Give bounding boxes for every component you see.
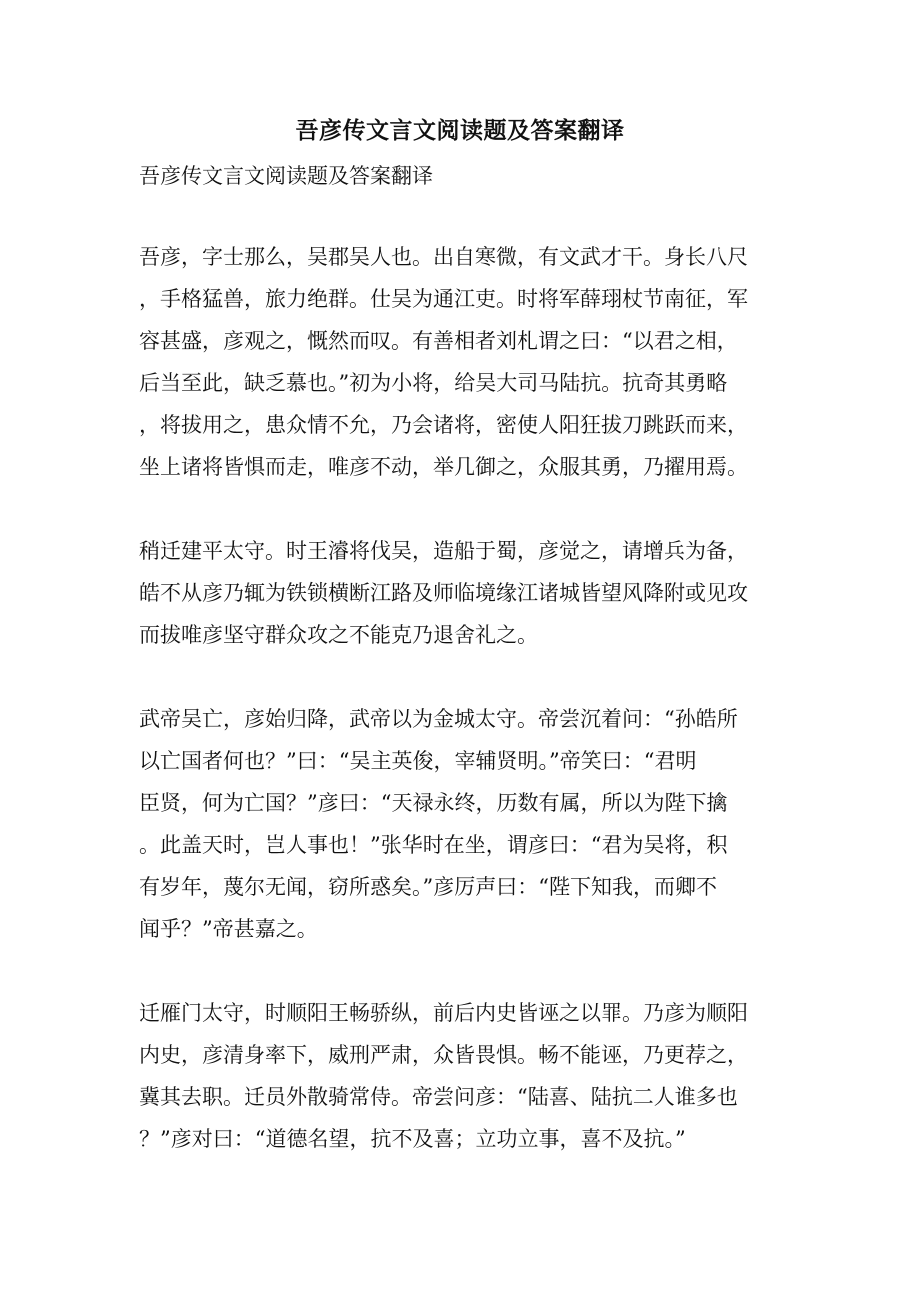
paragraph-line: 后当至此，缺乏慕也。”初为小将，给吴大司马陆抗。抗奇其勇略 [139,371,728,395]
paragraph-line: 皓不从彦乃辄为铁锁横断江路及师临境缘江诸城皆望风降附或见攻 [139,581,748,605]
document-title: 吾彦传文言文阅读题及答案翻译 [295,117,625,144]
paragraph-4 [139,992,779,1160]
paragraph-line: 而拔唯彦坚守群众攻之不能克乃退舍礼之。 [139,623,538,647]
paragraph-line: 坐上诸将皆惧而走，唯彦不动，举几御之，众服其勇，乃擢用焉。 [139,455,748,479]
paragraph-line: ，将拔用之，患众情不允，乃会诸将，密使人阳狂拔刀跳跃而来， [139,413,748,437]
paragraph-line: 臣贤，何为亡国？”彦曰：“天禄永终，历数有属，所以为陛下擒 [139,791,728,815]
paragraph-line: 容甚盛，彦观之，慨然而叹。有善相者刘札谓之曰：“以君之相， [139,329,738,353]
document-subtitle: 吾彦传文言文阅读题及答案翻译 [139,164,433,188]
paragraph-line: 稍迁建平太守。时王濬将伐吴，造船于蜀，彦觉之，请增兵为备， [139,539,748,563]
paragraph-line: 以亡国者何也？”曰：“吴主英俊，宰辅贤明。”帝笑曰：“君明 [139,749,697,773]
paragraph-line: 。此盖天时，岂人事也！”张华时在坐，谓彦曰：“君为吴将，积 [139,833,728,857]
paragraph-line: 吾彦，字士那么，吴郡吴人也。出自寒微，有文武才干。身长八尺 [139,245,748,269]
paragraph-line: 武帝吴亡，彦始归降，武帝以为金城太守。帝尝沉着问：“孙皓所 [139,707,738,731]
paragraph-2 [139,530,779,656]
paragraph-line: ，手格猛兽，旅力绝群。仕吴为通江吏。时将军薛珝杖节南征，军 [139,287,748,311]
paragraph-1 [139,236,779,488]
paragraph-line: 迁雁门太守，时顺阳王畅骄纵，前后内史皆诬之以罪。乃彦为顺阳 [139,1001,748,1025]
paragraph-line: 冀其去职。迁员外散骑常侍。帝尝问彦：“陆喜、陆抗二人谁多也 [139,1085,738,1109]
paragraph-line: 有岁年，蔑尔无闻，窃所惑矣。”彦厉声曰：“陛下知我，而卿不 [139,875,717,899]
paragraph-line: ？”彦对曰：“道德名望，抗不及喜；立功立事，喜不及抗。” [139,1127,686,1151]
paragraph-3 [139,698,779,950]
paragraph-line: 闻乎？”帝甚嘉之。 [139,917,318,941]
paragraph-line: 内史，彦清身率下，威刑严肃，众皆畏惧。畅不能诬，乃更荐之， [139,1043,748,1067]
